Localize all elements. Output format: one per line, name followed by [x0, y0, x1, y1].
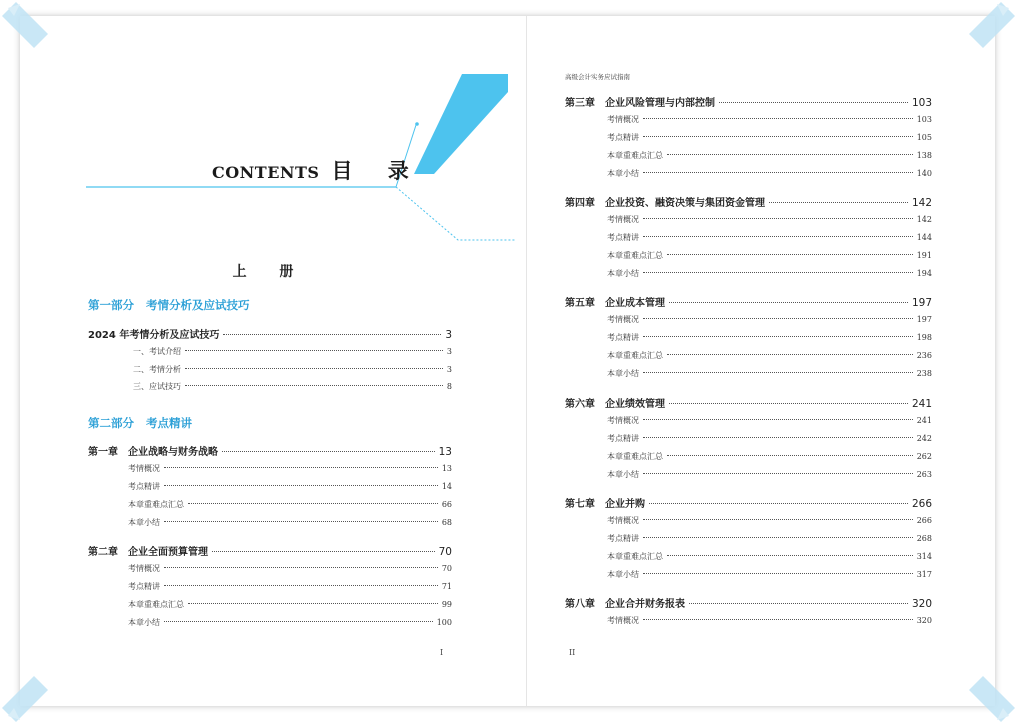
- toc-chapter-number: 第二章: [88, 547, 118, 558]
- toc-title-text: 企业合并财务报表: [605, 599, 685, 610]
- toc-title-text: 本章重难点汇总: [607, 151, 663, 160]
- toc-page-number: 320: [916, 616, 932, 625]
- toc-chapter-title: [88, 443, 218, 458]
- toc-page-number: 13: [438, 446, 452, 458]
- toc-leader-dots: [164, 585, 438, 586]
- toc-leader-dots: [164, 467, 438, 468]
- toc-section-row[interactable]: [607, 451, 932, 462]
- toc-leader-dots: [643, 318, 913, 319]
- toc-page-number: 3: [445, 329, 452, 341]
- toc-section-row[interactable]: [607, 415, 932, 426]
- corner-ribbon-icon: [2, 2, 48, 48]
- part-title: 考情分析及应试技巧: [146, 298, 250, 312]
- toc-leader-dots: [643, 619, 913, 620]
- toc-title-text: 本章小结: [607, 569, 639, 579]
- toc-leader-dots: [669, 302, 908, 303]
- toc-page-number: 140: [916, 169, 932, 178]
- toc-section-title: [133, 346, 181, 357]
- toc-title-text: 本章重难点汇总: [607, 551, 663, 561]
- toc-chapter-number: 第四章: [565, 198, 595, 210]
- toc-page-number: 100: [436, 618, 452, 627]
- part-heading: [88, 415, 192, 431]
- toc-leader-dots: [164, 567, 438, 568]
- toc-title-text: 考点精讲: [128, 582, 160, 591]
- toc-title-text: 考点精讲: [607, 233, 639, 243]
- toc-page-number: 68: [441, 518, 452, 527]
- toc-leader-dots: [669, 403, 908, 404]
- toc-section-title: [607, 551, 663, 562]
- toc-title-text: 企业绩效管理: [605, 398, 665, 410]
- toc-section-row[interactable]: [607, 132, 932, 143]
- page-folio: II: [569, 648, 576, 657]
- toc-title-text: 考点精讲: [607, 433, 639, 443]
- toc-title-text: 考情概况: [607, 115, 639, 124]
- toc-page-number: 266: [916, 515, 932, 525]
- toc-chapter-number: 第六章: [565, 398, 595, 410]
- toc-title-text: 本章小结: [607, 469, 639, 479]
- contents-title-zh: 目 录: [331, 158, 423, 183]
- toc-chapter-title: [565, 495, 645, 510]
- toc-page-number: 99: [441, 600, 452, 609]
- toc-leader-dots: [667, 254, 913, 255]
- toc-chapter-row[interactable]: [565, 595, 932, 610]
- toc-page-number: 198: [916, 333, 932, 343]
- toc-section-title: [133, 381, 181, 392]
- toc-section-title: [128, 499, 184, 510]
- toc-section-row[interactable]: [607, 551, 932, 562]
- corner-ribbon-icon: [969, 2, 1015, 48]
- toc-leader-dots: [667, 455, 913, 456]
- toc-page-number: 8: [446, 382, 452, 391]
- toc-title-text: 考情概况: [607, 415, 639, 425]
- toc-page-number: 191: [916, 251, 932, 261]
- toc-title-text: 考情概况: [607, 515, 639, 525]
- toc-page-number: 197: [916, 315, 932, 325]
- toc-page-number: 317: [916, 569, 932, 579]
- toc-title-text: 本章重难点汇总: [607, 451, 663, 461]
- toc-title-text: 考情概况: [607, 315, 639, 325]
- toc-title-text: 企业投资、融资决策与集团资金管理: [605, 198, 765, 210]
- toc-page-number: 70: [441, 564, 452, 573]
- toc-leader-dots: [769, 202, 908, 203]
- toc-section-title: [607, 515, 639, 526]
- toc-leader-dots: [667, 154, 913, 155]
- toc-leader-dots: [643, 136, 913, 137]
- toc-leader-dots: [643, 236, 913, 237]
- toc-title-text: 考点精讲: [607, 533, 639, 543]
- toc-section-title: [607, 469, 639, 480]
- toc-section-row[interactable]: [607, 469, 932, 480]
- toc-page-number: 142: [916, 215, 932, 225]
- toc-title-text: 考情概况: [607, 616, 639, 625]
- toc-page-number: 314: [916, 551, 932, 561]
- toc-title-text: 本章小结: [607, 269, 639, 279]
- toc-leader-dots: [643, 519, 913, 520]
- toc-leader-dots: [164, 621, 433, 622]
- toc-title-text: 三、应试技巧: [133, 382, 181, 391]
- toc-section-title: [128, 481, 160, 492]
- toc-section-row[interactable]: [133, 381, 452, 392]
- toc-section-title: [607, 615, 639, 626]
- toc-section-row[interactable]: [607, 515, 932, 526]
- toc-section-row[interactable]: [607, 250, 932, 261]
- toc-section-row[interactable]: [607, 615, 932, 626]
- toc-section-title: [607, 132, 639, 143]
- toc-page-number: 138: [916, 151, 932, 160]
- toc-section-title: [607, 368, 639, 379]
- toc-title-text: 本章重难点汇总: [607, 351, 663, 361]
- toc-chapter-row[interactable]: [88, 326, 452, 341]
- toc-leader-dots: [188, 603, 438, 604]
- toc-leader-dots: [643, 372, 913, 373]
- toc-section-row[interactable]: [607, 150, 932, 161]
- toc-title-text: 本章小结: [607, 369, 639, 379]
- toc-leader-dots: [643, 573, 913, 574]
- toc-chapter-title: [88, 326, 219, 341]
- toc-section-row[interactable]: [607, 268, 932, 279]
- contents-title: [212, 155, 423, 185]
- toc-section-title: [128, 617, 160, 628]
- toc-page-number: 194: [916, 269, 932, 279]
- toc-leader-dots: [643, 437, 913, 438]
- toc-section-title: [607, 250, 663, 261]
- toc-chapter-number: 第五章: [565, 298, 595, 310]
- toc-section-title: [607, 114, 639, 125]
- toc-section-title: [607, 214, 639, 225]
- toc-page-number: 3: [446, 364, 452, 374]
- toc-title-text: 本章小结: [607, 169, 639, 178]
- toc-chapter-title: [565, 94, 715, 109]
- toc-title-text: 企业成本管理: [605, 298, 665, 310]
- toc-title-text: 考点精讲: [607, 333, 639, 343]
- toc-page-number: 105: [916, 133, 932, 142]
- toc-section-row[interactable]: [607, 569, 932, 580]
- toc-leader-dots: [188, 503, 438, 504]
- toc-title-text: 考情概况: [607, 215, 639, 225]
- toc-section-row[interactable]: [128, 499, 452, 510]
- toc-section-title: [607, 232, 639, 243]
- toc-page-number: 197: [911, 297, 932, 310]
- toc-chapter-row[interactable]: [565, 395, 932, 410]
- toc-page-number: 236: [916, 351, 932, 361]
- toc-section-row[interactable]: [607, 533, 932, 544]
- toc-leader-dots: [643, 336, 913, 337]
- toc-section-title: [128, 463, 160, 474]
- toc-chapter-title: [565, 595, 685, 610]
- toc-leader-dots: [689, 603, 908, 604]
- toc-title-text: 本章重难点汇总: [128, 500, 184, 509]
- corner-ribbon-icon: [969, 676, 1015, 722]
- toc-title-text: 考情概况: [128, 464, 160, 473]
- toc-section-title: [607, 569, 639, 580]
- toc-leader-dots: [667, 354, 913, 355]
- toc-title-text: 本章重难点汇总: [128, 600, 184, 609]
- toc-page-number: 71: [441, 582, 452, 591]
- page-folio: I: [440, 648, 444, 657]
- toc-title-text: 企业风险管理与内部控制: [605, 98, 715, 109]
- toc-leader-dots: [643, 172, 913, 173]
- toc-section-row[interactable]: [607, 232, 932, 243]
- toc-leader-dots: [222, 451, 435, 452]
- toc-chapter-number: 第八章: [565, 599, 595, 610]
- toc-chapter-row[interactable]: [88, 543, 452, 558]
- toc-leader-dots: [649, 503, 908, 504]
- toc-section-title: [607, 433, 639, 444]
- toc-page-number: 263: [916, 469, 932, 479]
- toc-title-text: 企业全面预算管理: [128, 547, 208, 558]
- toc-leader-dots: [719, 102, 908, 103]
- toc-chapter-row[interactable]: [565, 194, 932, 209]
- toc-title-text: 本章小结: [128, 618, 160, 627]
- toc-leader-dots: [667, 555, 913, 556]
- toc-page-number: 242: [916, 433, 932, 443]
- toc-page-number: 262: [916, 451, 932, 461]
- volume-heading: 上 册: [232, 264, 308, 280]
- toc-page-number: 266: [911, 497, 932, 510]
- part-heading: [88, 297, 250, 313]
- toc-page-number: 103: [911, 97, 932, 109]
- contents-title-en: CONTENTS: [212, 163, 320, 182]
- toc-section-title: [607, 150, 663, 161]
- toc-section-row[interactable]: [607, 433, 932, 444]
- toc-section-title: [128, 563, 160, 574]
- toc-section-title: [607, 533, 639, 544]
- toc-section-row[interactable]: [607, 114, 932, 125]
- toc-page-number: 103: [916, 115, 932, 124]
- toc-title-text: 本章小结: [128, 518, 160, 527]
- toc-leader-dots: [185, 385, 443, 386]
- toc-section-row[interactable]: [607, 214, 932, 225]
- toc-chapter-row[interactable]: [565, 294, 932, 309]
- toc-leader-dots: [164, 521, 438, 522]
- running-head: 高级会计实务应试指南: [565, 73, 630, 81]
- toc-chapter-row[interactable]: [565, 495, 932, 510]
- toc-title-text: 一、考试介绍: [133, 347, 181, 356]
- toc-title-text: 二、考情分析: [133, 364, 181, 374]
- part-number: 第二部分: [88, 416, 134, 430]
- toc-page-number: 238: [916, 369, 932, 379]
- toc-section-title: [607, 415, 639, 426]
- toc-section-row[interactable]: [133, 364, 452, 375]
- toc-page-number: 241: [911, 397, 932, 410]
- toc-page-number: 142: [911, 197, 932, 210]
- toc-chapter-number: 第三章: [565, 98, 595, 109]
- page-gutter: [526, 16, 527, 706]
- corner-ribbon-icon: [2, 676, 48, 722]
- toc-leader-dots: [643, 272, 913, 273]
- toc-leader-dots: [643, 537, 913, 538]
- toc-chapter-title: [565, 294, 665, 309]
- toc-section-row[interactable]: [607, 368, 932, 379]
- toc-page-number: 13: [441, 464, 452, 473]
- toc-title-text: 本章重难点汇总: [607, 251, 663, 261]
- toc-section-row[interactable]: [128, 563, 452, 574]
- toc-section-title: [607, 268, 639, 279]
- toc-leader-dots: [643, 473, 913, 474]
- toc-page-number: 144: [916, 233, 932, 243]
- toc-section-row[interactable]: [607, 314, 932, 325]
- toc-chapter-number: 第七章: [565, 498, 595, 510]
- part-number: 第一部分: [88, 298, 134, 312]
- toc-title-text: 考点精讲: [128, 482, 160, 491]
- toc-page-number: 66: [441, 500, 452, 509]
- toc-section-row[interactable]: [133, 346, 452, 357]
- part-title: 考点精讲: [146, 416, 192, 430]
- toc-title-text: 2024 年考情分析及应试技巧: [88, 330, 220, 341]
- toc-section-title: [128, 599, 184, 610]
- toc-page-number: 3: [446, 347, 452, 356]
- toc-section-title: [607, 168, 639, 179]
- toc-section-title: [607, 314, 639, 325]
- toc-section-row[interactable]: [128, 617, 452, 628]
- toc-chapter-number: 第一章: [88, 447, 118, 458]
- toc-page-number: 70: [438, 546, 452, 558]
- toc-leader-dots: [164, 485, 438, 486]
- toc-title-text: 考点精讲: [607, 133, 639, 142]
- toc-page-number: 241: [916, 415, 932, 425]
- toc-section-title: [607, 350, 663, 361]
- toc-leader-dots: [643, 118, 913, 119]
- toc-section-row[interactable]: [607, 332, 932, 343]
- toc-page-number: 320: [911, 598, 932, 610]
- toc-leader-dots: [643, 419, 913, 420]
- toc-chapter-title: [565, 194, 765, 209]
- toc-title-text: 企业战略与财务战略: [128, 447, 218, 458]
- toc-section-row[interactable]: [128, 481, 452, 492]
- toc-section-title: [133, 364, 181, 375]
- toc-section-title: [607, 332, 639, 343]
- toc-section-title: [128, 581, 160, 592]
- toc-chapter-title: [88, 543, 208, 558]
- toc-section-title: [128, 517, 160, 528]
- toc-section-title: [607, 451, 663, 462]
- toc-title-text: 企业并购: [605, 498, 645, 510]
- toc-section-row[interactable]: [128, 599, 452, 610]
- toc-page-number: 268: [916, 533, 932, 543]
- toc-section-row[interactable]: [607, 168, 932, 179]
- toc-leader-dots: [185, 368, 443, 369]
- toc-leader-dots: [212, 551, 435, 552]
- toc-section-row[interactable]: [128, 581, 452, 592]
- toc-section-row[interactable]: [607, 350, 932, 361]
- toc-page-number: 14: [441, 482, 452, 491]
- toc-leader-dots: [223, 334, 441, 335]
- toc-chapter-row[interactable]: [88, 443, 452, 458]
- toc-leader-dots: [185, 350, 443, 351]
- toc-chapter-title: [565, 395, 665, 410]
- toc-leader-dots: [643, 218, 913, 219]
- toc-section-row[interactable]: [128, 463, 452, 474]
- toc-title-text: 考情概况: [128, 564, 160, 573]
- toc-section-row[interactable]: [128, 517, 452, 528]
- toc-chapter-row[interactable]: [565, 94, 932, 109]
